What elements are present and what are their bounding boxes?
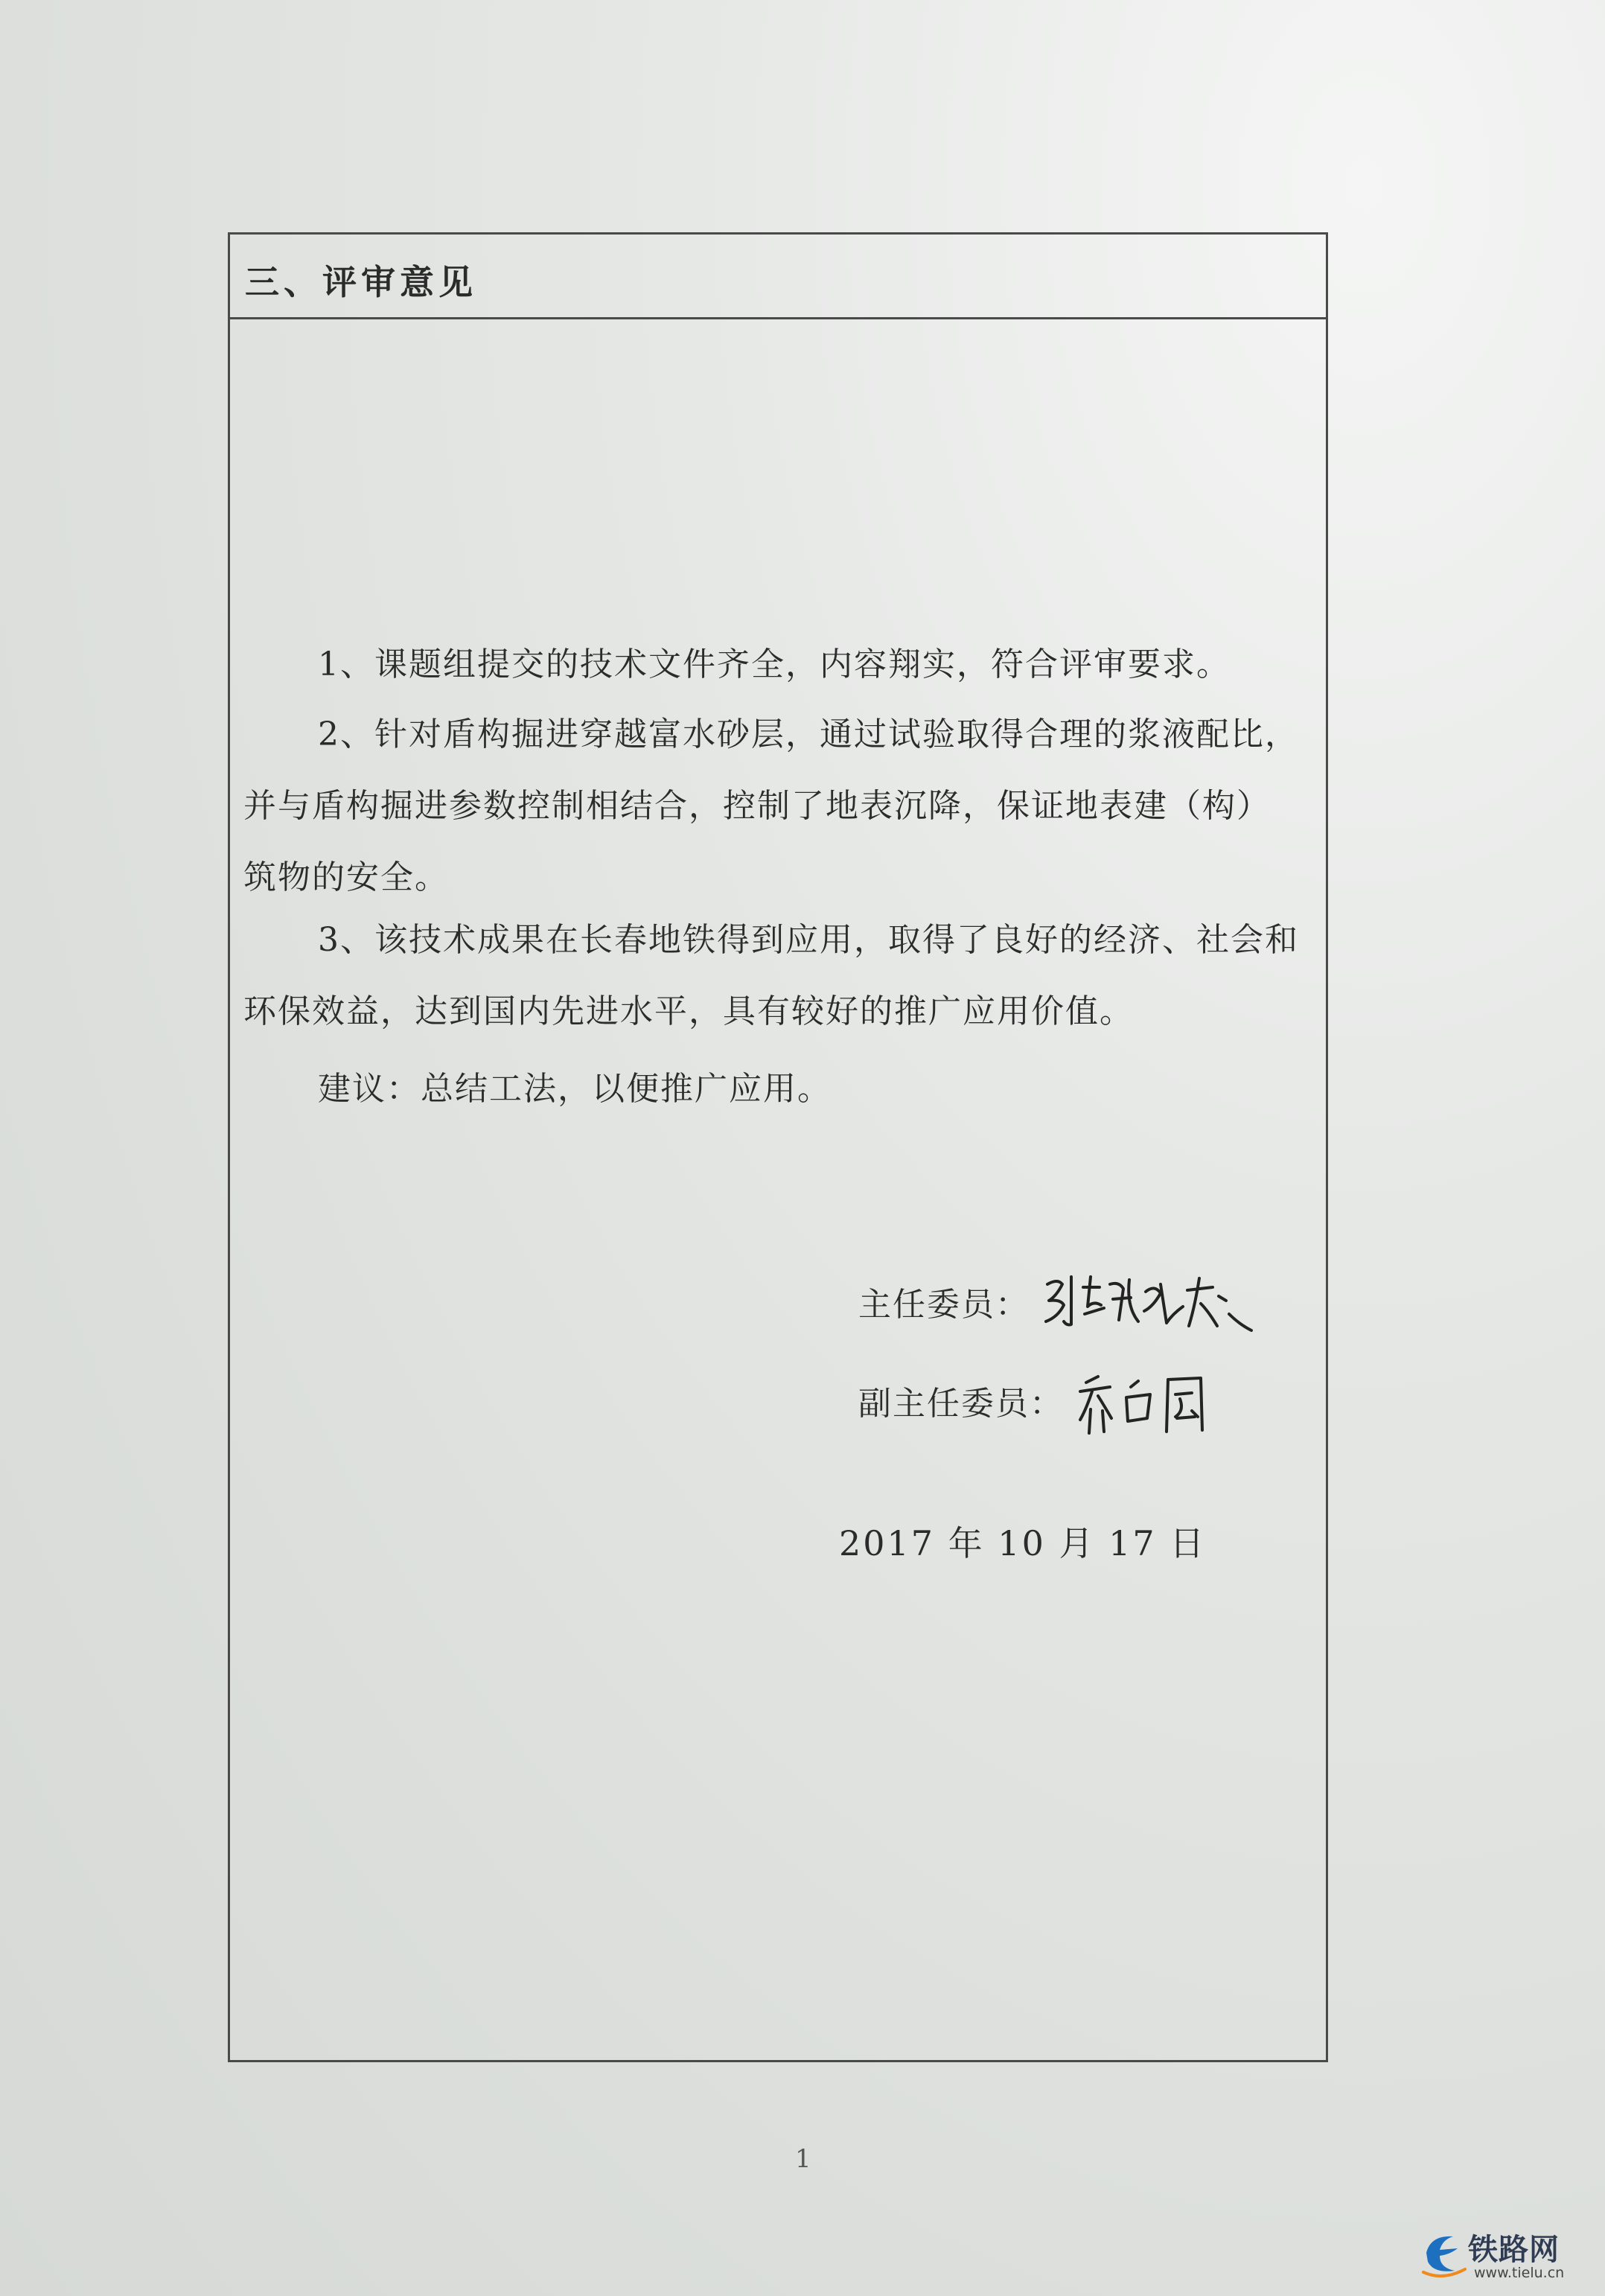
opinion-item-2	[243, 699, 1301, 913]
page-number: 1	[795, 2144, 811, 2174]
tielu-logo-icon	[1420, 2228, 1470, 2280]
opinion-item-3-text: 3、该技术成果在长春地铁得到应用，取得了良好的经济、社会和环保效益，达到国内先进水平，具有较好的推广应用价值。	[243, 921, 1299, 1030]
director-label: 主任委员：	[858, 1286, 1030, 1324]
suggestion	[243, 1053, 1301, 1125]
site-watermark	[1420, 2225, 1596, 2287]
director-signature	[1041, 1262, 1257, 1352]
opinion-item-3	[243, 905, 1301, 1047]
deputy-signature-row	[858, 1365, 1247, 1447]
director-signature-row	[858, 1262, 1257, 1352]
review-date: 2017 年 10 月 17 日	[839, 1523, 1207, 1563]
opinion-item-1	[243, 629, 1301, 701]
section-title: 三、评审意见	[245, 262, 477, 302]
review-opinion-table	[228, 232, 1328, 2062]
deputy-signature	[1076, 1365, 1247, 1447]
opinion-item-2-text: 2、针对盾构掘进穿越富水砂层，通过试验取得合理的浆液配比，并与盾构掘进参数控制相结合，控制了地表沉降，保证地表建（构）筑物的安全。	[243, 715, 1299, 896]
section-header-row	[230, 235, 1326, 319]
deputy-label: 副主任委员：	[858, 1385, 1064, 1423]
opinion-item-1-text: 1、课题组提交的技术文件齐全，内容翔实，符合评审要求。	[318, 645, 1231, 683]
suggestion-text: 建议：总结工法，以便推广应用。	[318, 1070, 832, 1108]
watermark-name: 铁路网	[1468, 2233, 1560, 2267]
watermark-url: www.tielu.cn	[1474, 2265, 1565, 2281]
